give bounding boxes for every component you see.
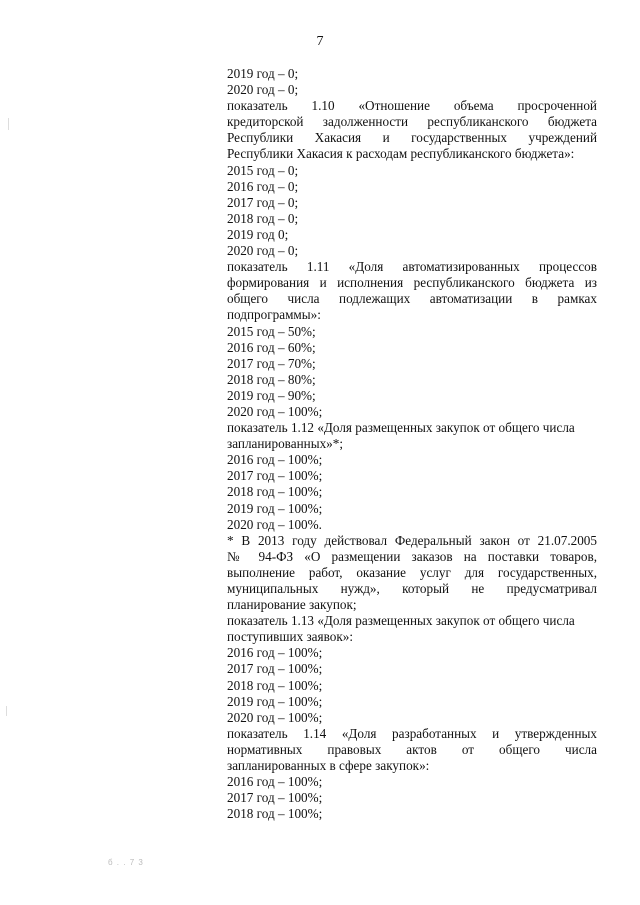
text-line: 2015 год – 0; bbox=[227, 162, 299, 178]
text-line: муниципальных нужд», который не предусматривал bbox=[227, 581, 597, 596]
text-line: 2020 год – 100%; bbox=[227, 403, 323, 419]
text-line: 2015 год – 50%; bbox=[227, 323, 316, 339]
scan-margin-mark bbox=[8, 118, 9, 130]
text-line: 2017 год – 100%; bbox=[227, 468, 323, 484]
text-line: 2019 год – 100%; bbox=[227, 693, 323, 709]
text-line: запланированных в сфере закупок»: bbox=[227, 758, 430, 774]
text-line: 2017 год – 70%; bbox=[227, 355, 316, 371]
text-line: 2019 год – 0; bbox=[227, 66, 299, 81]
text-line: показатель 1.13 «Доля размещенных закупок от общего числа bbox=[227, 613, 575, 629]
text-line: 2018 год – 0; bbox=[227, 210, 299, 226]
text-line: 2019 год – 100%; bbox=[227, 500, 323, 516]
text-line: показатель 1.11 «Доля автоматизированных процессов bbox=[227, 259, 597, 275]
scan-footer-mark: б . . 7 3 bbox=[108, 858, 144, 867]
text-line: 2018 год – 100%; bbox=[227, 806, 323, 822]
text-line: 2020 год – 100%; bbox=[227, 709, 323, 725]
text-line: 2019 год – 90%; bbox=[227, 387, 316, 403]
text-line: запланированных»*; bbox=[227, 436, 344, 452]
scan-margin-mark bbox=[6, 706, 7, 716]
text-line: 2018 год – 80%; bbox=[227, 371, 316, 387]
text-line: 2019 год 0; bbox=[227, 226, 289, 242]
page-number: 7 bbox=[316, 34, 324, 49]
text-line: 2016 год – 100%; bbox=[227, 645, 323, 661]
text-line: 2020 год – 0; bbox=[227, 82, 299, 98]
text-line: формирования и исполнения республиканского бюджета из bbox=[227, 275, 597, 291]
text-line: показатель 1.14 «Доля разработанных и утвержденных bbox=[227, 725, 597, 741]
text-line: выполнение работ, оказание услуг для государственных, bbox=[227, 564, 597, 580]
text-line: 2018 год – 100%; bbox=[227, 677, 323, 693]
text-line: № 94-ФЗ «О размещении заказов на поставки товаров, bbox=[227, 548, 597, 564]
text-line: подпрограммы»: bbox=[227, 307, 321, 323]
text-line: поступивших заявок»: bbox=[227, 629, 353, 645]
text-line: показатель 1.12 «Доля размещенных закупок от общего числа bbox=[227, 420, 575, 436]
text-line: общего числа подлежащих автоматизации в рамках bbox=[227, 291, 597, 307]
text-line: 2017 год – 0; bbox=[227, 194, 299, 210]
text-line: Республики Хакасия к расходам республиканского бюджета»: bbox=[227, 146, 575, 162]
text-line: 2018 год – 100%; bbox=[227, 484, 323, 500]
text-line: * В 2013 году действовал Федеральный закон от 21.07.2005 bbox=[227, 532, 597, 548]
text-line: 2017 год – 100%; bbox=[227, 661, 323, 677]
document-body bbox=[227, 66, 597, 822]
text-line: кредиторской задолженности республиканского бюджета bbox=[227, 114, 597, 130]
text-line: 2020 год – 0; bbox=[227, 243, 299, 259]
text-line: 2017 год – 100%; bbox=[227, 790, 323, 806]
text-line: 2016 год – 100%; bbox=[227, 774, 323, 790]
text-line: показатель 1.10 «Отношение объема просроченной bbox=[227, 98, 597, 114]
text-line: нормативных правовых актов от общего числа bbox=[227, 741, 597, 757]
text-line: планирование закупок; bbox=[227, 597, 357, 613]
text-line: Республики Хакасия и государственных учреждений bbox=[227, 130, 597, 146]
text-line: 2020 год – 100%. bbox=[227, 516, 322, 532]
text-line: 2016 год – 0; bbox=[227, 178, 299, 194]
text-line: 2016 год – 60%; bbox=[227, 339, 316, 355]
text-line: 2016 год – 100%; bbox=[227, 452, 323, 468]
